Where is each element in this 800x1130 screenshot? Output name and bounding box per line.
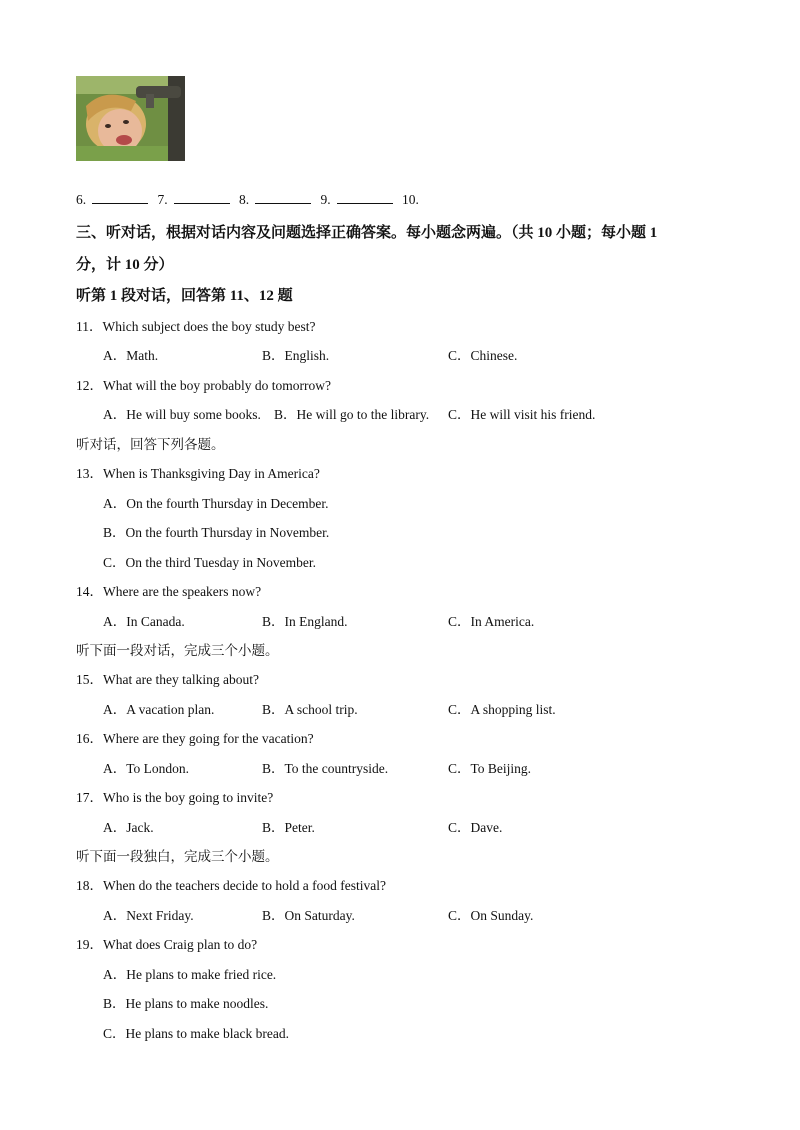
q14-option-b[interactable]: B．In England. — [262, 614, 348, 629]
question-19-stem: 19．What does Craig plan to do? — [76, 937, 258, 952]
question-13-stem: 13．When is Thanksgiving Day in America? — [76, 466, 320, 481]
q15-option-c[interactable]: C．A shopping list. — [448, 702, 556, 717]
question-17-stem: 17．Who is the boy going to invite? — [76, 790, 274, 805]
blank-7[interactable] — [174, 191, 230, 204]
blank-label-8: 8. — [239, 192, 250, 207]
blank-label-9: 9. — [320, 192, 331, 207]
q11-option-a[interactable]: A．Math. — [103, 348, 159, 363]
q14-option-c[interactable]: C．In America. — [448, 614, 535, 629]
dialog-1-heading: 听第 1 段对话，回答第 11、12 题 — [76, 288, 293, 304]
question-16-stem: 16．Where are they going for the vacation? — [76, 731, 314, 746]
q15-option-a[interactable]: A．A vacation plan. — [103, 702, 215, 717]
section-3-title-line1: 三、听对话，根据对话内容及问题选择正确答案。每小题念两遍。（共 10 小题；每小题 1 — [76, 225, 658, 241]
q18-option-b[interactable]: B．On Saturday. — [262, 908, 355, 923]
question-11-stem: 11．Which subject does the boy study best? — [76, 319, 316, 334]
q17-option-c[interactable]: C．Dave. — [448, 820, 503, 835]
blank-8[interactable] — [255, 191, 311, 204]
question-18-stem: 18．When do the teachers decide to hold a food festival? — [76, 878, 387, 893]
q18-option-a[interactable]: A．Next Friday. — [103, 908, 194, 923]
q12-option-a[interactable]: A．He will buy some books. — [103, 407, 261, 422]
q19-option-b[interactable]: B．He plans to make noodles. — [103, 996, 269, 1011]
question-15-stem: 15．What are they talking about? — [76, 672, 259, 687]
q18-option-c[interactable]: C．On Sunday. — [448, 908, 534, 923]
q17-option-a[interactable]: A．Jack. — [103, 820, 154, 835]
q16-option-a[interactable]: A．To London. — [103, 761, 190, 776]
child-photo-icon — [76, 76, 185, 161]
section-3-title-line2: 分，计 10 分） — [76, 257, 174, 273]
blank-label-6: 6. — [76, 192, 87, 207]
dialog-3-heading: 听下面一段对话，完成三个小题。 — [76, 643, 279, 658]
q15-option-b[interactable]: B．A school trip. — [262, 702, 358, 717]
blank-6[interactable] — [92, 191, 148, 204]
q13-option-c[interactable]: C．On the third Tuesday in November. — [103, 555, 316, 570]
dialog-2-heading: 听对话，回答下列各题。 — [76, 437, 225, 452]
monologue-heading: 听下面一段独白，完成三个小题。 — [76, 849, 279, 864]
q13-option-a[interactable]: A．On the fourth Thursday in December. — [103, 496, 329, 511]
q17-option-b[interactable]: B．Peter. — [262, 820, 315, 835]
q16-option-c[interactable]: C．To Beijing. — [448, 761, 532, 776]
q14-option-a[interactable]: A．In Canada. — [103, 614, 185, 629]
question-12-stem: 12．What will the boy probably do tomorrow? — [76, 378, 331, 393]
q11-option-c[interactable]: C．Chinese. — [448, 348, 518, 363]
blank-9[interactable] — [337, 191, 393, 204]
question-14-stem: 14．Where are the speakers now? — [76, 584, 262, 599]
blank-label-7: 7. — [157, 192, 168, 207]
q19-option-c[interactable]: C．He plans to make black bread. — [103, 1026, 289, 1041]
blank-label-10: 10. — [402, 192, 419, 207]
q12-option-c[interactable]: C．He will visit his friend. — [448, 407, 596, 422]
q19-option-a[interactable]: A．He plans to make fried rice. — [103, 967, 277, 982]
photo-child-drinking — [76, 76, 185, 161]
q16-option-b[interactable]: B．To the countryside. — [262, 761, 389, 776]
q13-option-b[interactable]: B．On the fourth Thursday in November. — [103, 525, 330, 540]
q11-option-b[interactable]: B．English. — [262, 348, 330, 363]
blank-answer-row — [76, 191, 419, 208]
q12-option-b[interactable]: B．He will go to the library. — [274, 407, 430, 422]
